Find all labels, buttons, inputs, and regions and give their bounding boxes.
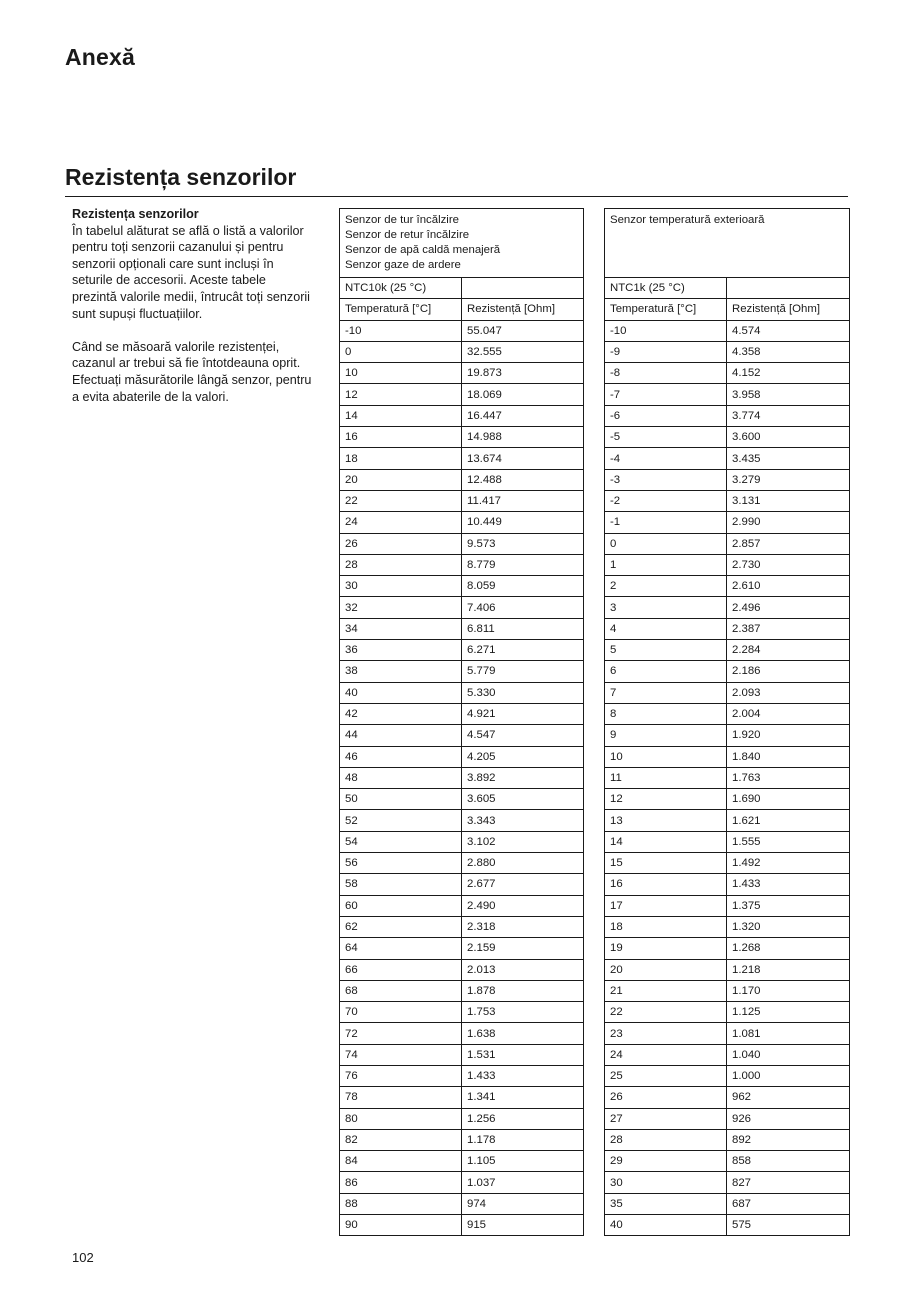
- temperature-cell: 25: [605, 1065, 727, 1086]
- table-row: [605, 1108, 850, 1129]
- table-row: [605, 597, 850, 618]
- temperature-cell: 42: [340, 703, 462, 724]
- temperature-cell: 20: [340, 469, 462, 490]
- temperature-header: Temperatură [°C]: [340, 299, 462, 320]
- resistance-cell: 1.218: [727, 959, 850, 980]
- temperature-cell: 13: [605, 810, 727, 831]
- table-row: [340, 895, 584, 916]
- temperature-cell: 18: [340, 448, 462, 469]
- table-row: [340, 916, 584, 937]
- temperature-cell: 56: [340, 853, 462, 874]
- temperature-cell: 12: [340, 384, 462, 405]
- resistance-cell: 11.417: [462, 490, 584, 511]
- temperature-cell: 70: [340, 1002, 462, 1023]
- table-row: [605, 1193, 850, 1214]
- sensor-table-ntc10k: [339, 208, 584, 1236]
- intro-text: [72, 206, 312, 405]
- temperature-cell: 35: [605, 1193, 727, 1214]
- table-row: [605, 490, 850, 511]
- table-row: [605, 895, 850, 916]
- resistance-cell: 4.152: [727, 363, 850, 384]
- temperature-cell: 82: [340, 1129, 462, 1150]
- temperature-cell: 52: [340, 810, 462, 831]
- table-row: [340, 1087, 584, 1108]
- temperature-cell: 15: [605, 853, 727, 874]
- resistance-cell: 1.690: [727, 789, 850, 810]
- resistance-cell: 1.763: [727, 767, 850, 788]
- resistance-cell: 4.205: [462, 746, 584, 767]
- temperature-header: Temperatură [°C]: [605, 299, 727, 320]
- resistance-cell: 1.531: [462, 1044, 584, 1065]
- resistance-cell: 4.547: [462, 725, 584, 746]
- resistance-cell: 5.330: [462, 682, 584, 703]
- resistance-cell: 1.105: [462, 1151, 584, 1172]
- resistance-cell: 6.811: [462, 618, 584, 639]
- resistance-cell: 4.921: [462, 703, 584, 724]
- resistance-cell: 6.271: [462, 640, 584, 661]
- temperature-cell: -3: [605, 469, 727, 490]
- temperature-cell: 1: [605, 554, 727, 575]
- temperature-cell: 24: [605, 1044, 727, 1065]
- temperature-cell: 12: [605, 789, 727, 810]
- resistance-cell: 2.990: [727, 512, 850, 533]
- table-row: [605, 1215, 850, 1236]
- temperature-cell: 22: [340, 490, 462, 511]
- table-row: [605, 405, 850, 426]
- resistance-cell: 3.435: [727, 448, 850, 469]
- table-row: [340, 661, 584, 682]
- sensor-name: Senzor de apă caldă menajeră: [345, 244, 501, 256]
- table-row: [340, 1215, 584, 1236]
- temperature-cell: 18: [605, 916, 727, 937]
- table-row: [340, 703, 584, 724]
- table-row: [605, 320, 850, 341]
- temperature-cell: 32: [340, 597, 462, 618]
- resistance-cell: 18.069: [462, 384, 584, 405]
- resistance-cell: 2.093: [727, 682, 850, 703]
- table-row: [340, 959, 584, 980]
- resistance-cell: 19.873: [462, 363, 584, 384]
- temperature-cell: -7: [605, 384, 727, 405]
- temperature-cell: 60: [340, 895, 462, 916]
- temperature-cell: 2: [605, 576, 727, 597]
- table-row: [605, 341, 850, 362]
- table-row: [340, 853, 584, 874]
- section-divider: [65, 196, 848, 197]
- resistance-cell: 1.037: [462, 1172, 584, 1193]
- table-row: [605, 363, 850, 384]
- temperature-cell: 72: [340, 1023, 462, 1044]
- resistance-cell: 2.186: [727, 661, 850, 682]
- resistance-cell: 1.081: [727, 1023, 850, 1044]
- resistance-cell: 3.600: [727, 427, 850, 448]
- sensor-name: Senzor de tur încălzire: [345, 214, 459, 226]
- resistance-cell: 962: [727, 1087, 850, 1108]
- table-row: [340, 384, 584, 405]
- temperature-cell: 21: [605, 980, 727, 1001]
- temperature-cell: 86: [340, 1172, 462, 1193]
- table-row: [340, 618, 584, 639]
- sensor-type-row: [605, 278, 850, 299]
- resistance-cell: 1.492: [727, 853, 850, 874]
- sensor-name: Senzor temperatură exterioară: [610, 214, 765, 226]
- table-row: [340, 1172, 584, 1193]
- table-row: [340, 682, 584, 703]
- table-row: [340, 874, 584, 895]
- resistance-header: Rezistență [Ohm]: [727, 299, 850, 320]
- temperature-cell: 80: [340, 1108, 462, 1129]
- resistance-cell: 1.375: [727, 895, 850, 916]
- temperature-cell: -8: [605, 363, 727, 384]
- table-row: [340, 1002, 584, 1023]
- table-row: [605, 1002, 850, 1023]
- temperature-cell: -10: [340, 320, 462, 341]
- table-row: [340, 1108, 584, 1129]
- table-row: [340, 1151, 584, 1172]
- temperature-cell: 36: [340, 640, 462, 661]
- resistance-cell: 1.125: [727, 1002, 850, 1023]
- sensor-description-row: [605, 209, 850, 278]
- empty-cell: [462, 278, 584, 299]
- resistance-cell: 3.343: [462, 810, 584, 831]
- temperature-cell: 40: [605, 1215, 727, 1236]
- temperature-cell: 14: [605, 831, 727, 852]
- table-row: [605, 938, 850, 959]
- resistance-cell: 1.920: [727, 725, 850, 746]
- empty-cell: [727, 278, 850, 299]
- temperature-cell: 8: [605, 703, 727, 724]
- sensor-description: [605, 209, 850, 278]
- table-row: [340, 554, 584, 575]
- resistance-cell: 1.753: [462, 1002, 584, 1023]
- temperature-cell: 30: [605, 1172, 727, 1193]
- sensor-description: [340, 209, 584, 278]
- temperature-cell: 68: [340, 980, 462, 1001]
- table-row: [605, 1023, 850, 1044]
- temperature-cell: 6: [605, 661, 727, 682]
- table-row: [340, 448, 584, 469]
- resistance-cell: 3.102: [462, 831, 584, 852]
- sensor-name: Senzor de retur încălzire: [345, 229, 470, 241]
- resistance-cell: 1.621: [727, 810, 850, 831]
- resistance-cell: 4.358: [727, 341, 850, 362]
- sensor-type: NTC10k (25 °C): [340, 278, 462, 299]
- temperature-cell: -5: [605, 427, 727, 448]
- table-row: [340, 810, 584, 831]
- temperature-cell: 26: [605, 1087, 727, 1108]
- intro-heading: Rezistența senzorilor: [72, 207, 199, 221]
- sensor-description-row: [340, 209, 584, 278]
- resistance-cell: 1.320: [727, 916, 850, 937]
- temperature-cell: 19: [605, 938, 727, 959]
- temperature-cell: 34: [340, 618, 462, 639]
- table-row: [605, 1129, 850, 1150]
- resistance-cell: 32.555: [462, 341, 584, 362]
- temperature-cell: 30: [340, 576, 462, 597]
- resistance-cell: 1.638: [462, 1023, 584, 1044]
- resistance-cell: 1.268: [727, 938, 850, 959]
- resistance-cell: 1.433: [462, 1065, 584, 1086]
- table-row: [340, 576, 584, 597]
- resistance-cell: 827: [727, 1172, 850, 1193]
- temperature-cell: 0: [340, 341, 462, 362]
- table-row: [605, 1087, 850, 1108]
- temperature-cell: 46: [340, 746, 462, 767]
- temperature-cell: 10: [605, 746, 727, 767]
- table-row: [340, 469, 584, 490]
- resistance-cell: 3.279: [727, 469, 850, 490]
- resistance-cell: 1.170: [727, 980, 850, 1001]
- table-row: [605, 725, 850, 746]
- resistance-cell: 8.779: [462, 554, 584, 575]
- table-row: [340, 533, 584, 554]
- table-row: [340, 512, 584, 533]
- table-row: [605, 618, 850, 639]
- resistance-cell: 2.610: [727, 576, 850, 597]
- temperature-cell: 3: [605, 597, 727, 618]
- resistance-cell: 974: [462, 1193, 584, 1214]
- table-row: [605, 640, 850, 661]
- temperature-cell: 38: [340, 661, 462, 682]
- resistance-cell: 1.341: [462, 1087, 584, 1108]
- intro-paragraph-2: Când se măsoară valorile rezistenței, cazanul ar trebui să fie întotdeauna oprit. Efectuați măsurătorile lângă senzor, pentru a evita abaterile de la valori.: [72, 339, 312, 404]
- table-row: [605, 554, 850, 575]
- resistance-cell: 2.730: [727, 554, 850, 575]
- sensor-type-row: [340, 278, 584, 299]
- temperature-cell: 76: [340, 1065, 462, 1086]
- temperature-cell: 26: [340, 533, 462, 554]
- resistance-cell: 2.284: [727, 640, 850, 661]
- resistance-cell: 13.674: [462, 448, 584, 469]
- temperature-cell: 28: [340, 554, 462, 575]
- table-row: [340, 341, 584, 362]
- temperature-cell: 48: [340, 767, 462, 788]
- table-row: [605, 831, 850, 852]
- resistance-cell: 9.573: [462, 533, 584, 554]
- temperature-cell: -6: [605, 405, 727, 426]
- temperature-cell: 7: [605, 682, 727, 703]
- table-row: [605, 789, 850, 810]
- temperature-cell: 5: [605, 640, 727, 661]
- table-row: [605, 1044, 850, 1065]
- resistance-cell: 3.774: [727, 405, 850, 426]
- temperature-cell: 16: [340, 427, 462, 448]
- temperature-cell: 27: [605, 1108, 727, 1129]
- table-row: [605, 512, 850, 533]
- table-row: [340, 1065, 584, 1086]
- table-row: [605, 767, 850, 788]
- temperature-cell: 22: [605, 1002, 727, 1023]
- temperature-cell: 24: [340, 512, 462, 533]
- resistance-cell: 10.449: [462, 512, 584, 533]
- temperature-cell: -4: [605, 448, 727, 469]
- resistance-cell: 892: [727, 1129, 850, 1150]
- resistance-cell: 858: [727, 1151, 850, 1172]
- table-row: [605, 746, 850, 767]
- resistance-header: Rezistență [Ohm]: [462, 299, 584, 320]
- table-row: [340, 725, 584, 746]
- resistance-cell: 2.387: [727, 618, 850, 639]
- resistance-cell: 1.178: [462, 1129, 584, 1150]
- temperature-cell: -10: [605, 320, 727, 341]
- resistance-cell: 2.857: [727, 533, 850, 554]
- resistance-cell: 1.040: [727, 1044, 850, 1065]
- temperature-cell: 4: [605, 618, 727, 639]
- resistance-cell: 2.496: [727, 597, 850, 618]
- table-row: [340, 767, 584, 788]
- resistance-cell: 2.159: [462, 938, 584, 959]
- resistance-cell: 687: [727, 1193, 850, 1214]
- resistance-cell: 7.406: [462, 597, 584, 618]
- temperature-cell: 14: [340, 405, 462, 426]
- table-row: [340, 938, 584, 959]
- temperature-cell: 74: [340, 1044, 462, 1065]
- temperature-cell: 16: [605, 874, 727, 895]
- temperature-cell: 10: [340, 363, 462, 384]
- resistance-cell: 14.988: [462, 427, 584, 448]
- resistance-cell: 1.878: [462, 980, 584, 1001]
- table-row: [605, 576, 850, 597]
- table-row: [340, 640, 584, 661]
- sensor-type: NTC1k (25 °C): [605, 278, 727, 299]
- temperature-cell: 90: [340, 1215, 462, 1236]
- resistance-cell: 12.488: [462, 469, 584, 490]
- temperature-cell: 58: [340, 874, 462, 895]
- temperature-cell: -1: [605, 512, 727, 533]
- resistance-cell: 2.004: [727, 703, 850, 724]
- temperature-cell: 66: [340, 959, 462, 980]
- table-row: [340, 831, 584, 852]
- resistance-cell: 16.447: [462, 405, 584, 426]
- table-row: [605, 959, 850, 980]
- resistance-cell: 4.574: [727, 320, 850, 341]
- table-row: [605, 448, 850, 469]
- column-header-row: [605, 299, 850, 320]
- temperature-cell: 28: [605, 1129, 727, 1150]
- resistance-cell: 2.318: [462, 916, 584, 937]
- temperature-cell: 88: [340, 1193, 462, 1214]
- table-row: [605, 1151, 850, 1172]
- temperature-cell: 0: [605, 533, 727, 554]
- resistance-cell: 3.958: [727, 384, 850, 405]
- resistance-cell: 1.256: [462, 1108, 584, 1129]
- temperature-cell: 23: [605, 1023, 727, 1044]
- temperature-cell: 29: [605, 1151, 727, 1172]
- resistance-cell: 8.059: [462, 576, 584, 597]
- temperature-cell: 44: [340, 725, 462, 746]
- temperature-cell: 11: [605, 767, 727, 788]
- table-row: [340, 980, 584, 1001]
- table-row: [340, 490, 584, 511]
- temperature-cell: 9: [605, 725, 727, 746]
- temperature-cell: 17: [605, 895, 727, 916]
- resistance-cell: 1.840: [727, 746, 850, 767]
- resistance-cell: 55.047: [462, 320, 584, 341]
- sensor-table-ntc1k: [604, 208, 850, 1236]
- temperature-cell: -2: [605, 490, 727, 511]
- table-row: [605, 533, 850, 554]
- table-row: [605, 384, 850, 405]
- page-number: 102: [72, 1250, 94, 1265]
- table-row: [340, 1044, 584, 1065]
- resistance-cell: 3.131: [727, 490, 850, 511]
- resistance-cell: 1.555: [727, 831, 850, 852]
- table-row: [340, 427, 584, 448]
- table-row: [340, 1193, 584, 1214]
- resistance-cell: 5.779: [462, 661, 584, 682]
- resistance-cell: 2.677: [462, 874, 584, 895]
- resistance-cell: 915: [462, 1215, 584, 1236]
- table-row: [605, 853, 850, 874]
- table-row: [605, 661, 850, 682]
- table-row: [605, 469, 850, 490]
- table-row: [340, 363, 584, 384]
- table-row: [605, 980, 850, 1001]
- column-header-row: [340, 299, 584, 320]
- table-row: [340, 789, 584, 810]
- resistance-cell: 575: [727, 1215, 850, 1236]
- intro-paragraph-1: În tabelul alăturat se află o listă a valorilor pentru toți senzorii cazanului și pentru senzorii opționali care sunt incluși în seturile de accesorii. Aceste tabele prezintă valorile medii, întrucât toți senzorii sunt supuși fluctuațiilor.: [72, 223, 310, 321]
- resistance-cell: 1.433: [727, 874, 850, 895]
- table-row: [340, 1023, 584, 1044]
- resistance-cell: 3.892: [462, 767, 584, 788]
- table-row: [340, 597, 584, 618]
- section-title: Rezistența senzorilor: [65, 164, 297, 190]
- temperature-cell: 54: [340, 831, 462, 852]
- table-row: [605, 1172, 850, 1193]
- table-row: [340, 746, 584, 767]
- table-row: [340, 405, 584, 426]
- resistance-cell: 2.490: [462, 895, 584, 916]
- table-row: [340, 1129, 584, 1150]
- resistance-cell: 2.013: [462, 959, 584, 980]
- temperature-cell: 20: [605, 959, 727, 980]
- temperature-cell: 40: [340, 682, 462, 703]
- page-heading: Anexă: [65, 44, 136, 70]
- temperature-cell: 50: [340, 789, 462, 810]
- resistance-cell: 2.880: [462, 853, 584, 874]
- table-row: [605, 874, 850, 895]
- table-row: [605, 703, 850, 724]
- resistance-cell: 1.000: [727, 1065, 850, 1086]
- table-row: [340, 320, 584, 341]
- table-row: [605, 682, 850, 703]
- temperature-cell: 64: [340, 938, 462, 959]
- temperature-cell: 62: [340, 916, 462, 937]
- table-row: [605, 1065, 850, 1086]
- temperature-cell: 84: [340, 1151, 462, 1172]
- table-row: [605, 427, 850, 448]
- resistance-cell: 3.605: [462, 789, 584, 810]
- temperature-cell: -9: [605, 341, 727, 362]
- sensor-name: Senzor gaze de ardere: [345, 259, 461, 271]
- resistance-cell: 926: [727, 1108, 850, 1129]
- table-row: [605, 810, 850, 831]
- table-row: [605, 916, 850, 937]
- temperature-cell: 78: [340, 1087, 462, 1108]
